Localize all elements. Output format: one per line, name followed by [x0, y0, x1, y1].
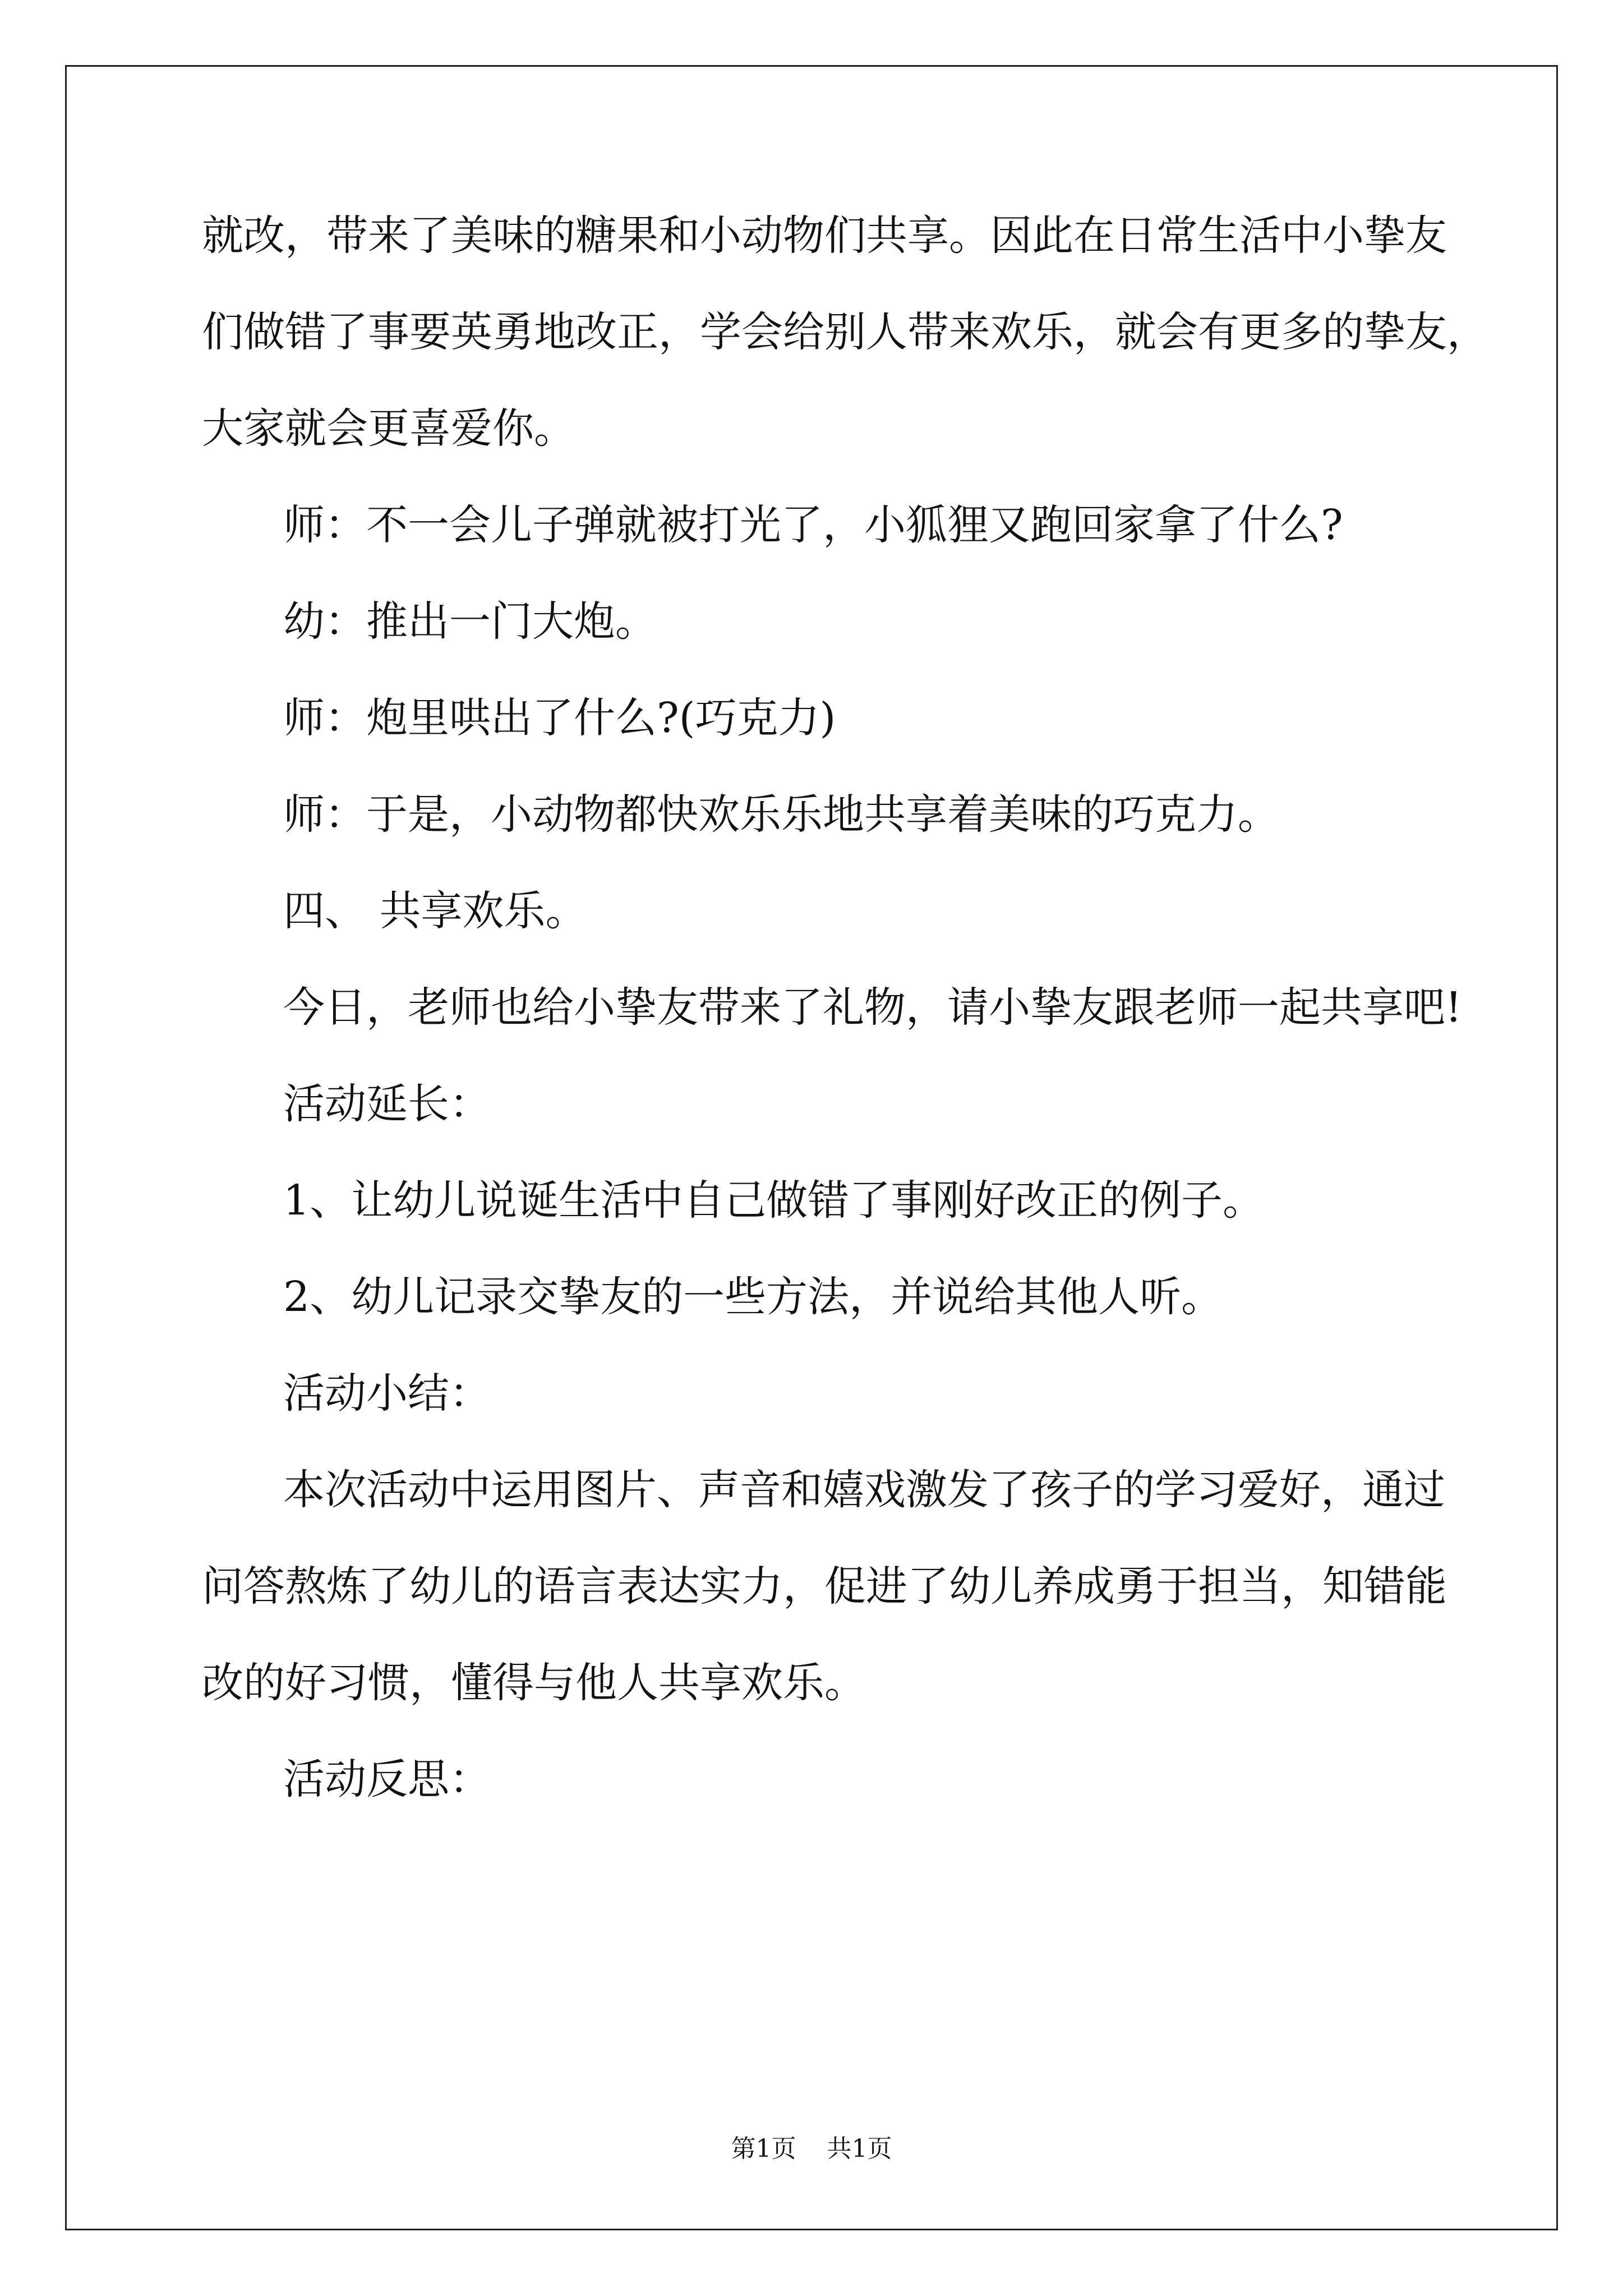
- text-line: 就改，带来了美味的糖果和小动物们共享。因此在日常生活中小挚友: [202, 211, 1447, 260]
- text-line: 幼：推出一门大炮。: [283, 597, 657, 646]
- text-line: 们做错了事要英勇地改正，学会给别人带来欢乐，就会有更多的挚友，: [202, 308, 1488, 356]
- page-footer: [0, 2135, 1623, 2163]
- text-line: 师：于是，小动物都快欢乐乐地共享着美味的巧克力。: [283, 790, 1279, 839]
- text-line: 改的好习惯，懂得与他人共享欢乐。: [202, 1659, 866, 1707]
- text-line: 师：炮里哄出了什么?(巧克力): [283, 694, 836, 742]
- text-line: 1、让幼儿说诞生活中自己做错了事刚好改正的例子。: [283, 1176, 1265, 1225]
- text-line: 活动反思：: [283, 1755, 491, 1803]
- page-total: 共1页: [827, 2134, 892, 2163]
- text-line: 2、幼儿记录交挚友的一些方法，并说给其他人听。: [283, 1273, 1223, 1321]
- text-line: 四、 共享欢乐。: [283, 887, 587, 935]
- text-line: 本次活动中运用图片、声音和嬉戏激发了孩子的学习爱好，通过: [283, 1466, 1445, 1514]
- text-line: 活动延长：: [283, 1080, 491, 1128]
- page-number: 第1页: [731, 2134, 796, 2163]
- text-line: 今日，老师也给小挚友带来了礼物，请小挚友跟老师一起共享吧!: [283, 983, 1462, 1032]
- text-line: 师：不一会儿子弹就被打光了，小狐狸又跑回家拿了什么?: [283, 501, 1343, 549]
- document-body: [202, 211, 1488, 1853]
- text-line: 大家就会更喜爱你。: [202, 404, 575, 453]
- text-line: 活动小结：: [283, 1369, 491, 1418]
- text-line: 问答熬炼了幼儿的语言表达实力，促进了幼儿养成勇于担当，知错能: [202, 1562, 1447, 1611]
